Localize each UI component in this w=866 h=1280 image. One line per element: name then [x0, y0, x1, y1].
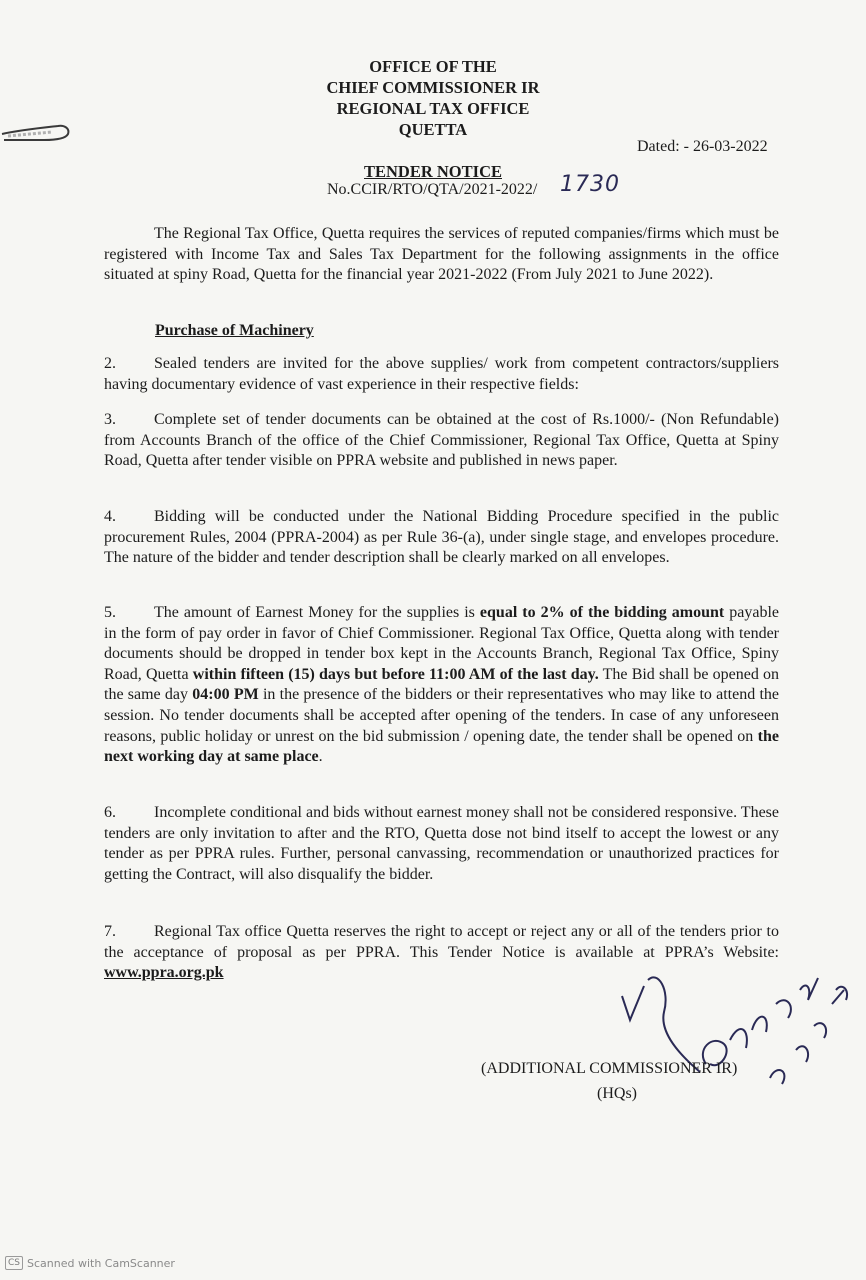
paragraph-number: 3. [104, 411, 116, 428]
header-line-4: QUETTA [398, 120, 468, 139]
signatory-title: (ADDITIONAL COMMISSIONER IR) [481, 1060, 738, 1077]
paragraph-2 [104, 354, 779, 395]
tender-notice-number: No.CCIR/RTO/QTA/2021-2022/ [327, 181, 538, 198]
paragraph-text: Sealed tenders are invited for the above supplies/ work from competent contractors/suppliers having documentary evidence of vast experience in their respective fields: [104, 355, 779, 393]
camscanner-logo-icon: CS [5, 1256, 23, 1270]
dated-label: Dated: - 26-03-2022 [637, 138, 768, 155]
earnest-money-amount: equal to 2% of the bidding amount [479, 604, 725, 621]
paragraph-number: 5. [104, 604, 116, 621]
paragraph-number: 2. [104, 355, 116, 372]
header-line-1: OFFICE OF THE [369, 57, 497, 76]
paragraph-text: Complete set of tender documents can be obtained at the cost of Rs.1000/- (Non Refundable) from Accounts Branch of the office of the Chief Commissioner, Regional Tax Office, Quetta at Spiny Road, Quetta after tender visible on PPRA website and published in news paper. [104, 411, 779, 470]
paragraph-text: . [318, 748, 323, 766]
paragraph-4 [104, 507, 779, 569]
intro-paragraph [104, 224, 779, 286]
paragraph-text: payable in the form of pay order in favor of Chief Commissioner. Regional Tax Office, Quetta along with tender documents should be dropped in tender box kept in the Accounts Branch, Regional Tax Office, Spiny Road, Quetta [104, 604, 780, 683]
paragraph-3 [104, 410, 779, 472]
paragraph-number: 7. [104, 923, 116, 940]
ppra-website-link[interactable]: www.ppra.org.pk [104, 964, 224, 982]
paragraph-text: in the presence of the bidders or their representatives who may like to attend the session. No tender documents shall be accepted after opening of the tenders. In case of any unforeseen reasons, public holiday or unrest on the bid submission / opening date, the tender shall be opened on [104, 686, 780, 745]
section-title: Purchase of Machinery [155, 322, 314, 339]
scanner-watermark-text: Scanned with CamScanner [27, 1256, 175, 1270]
paragraph-text: Incomplete conditional and bids without earnest money shall not be considered responsive. These tenders are only invitation to after and the RTO, Quetta dose not bind itself to accept the lowest or any tender as per PPRA rules. Further, personal canvassing, recommendation or unauthorized practices for getting the Contract, will also disqualify the bidder. [104, 804, 779, 883]
header-line-3: REGIONAL TAX OFFICE [336, 99, 530, 118]
submission-deadline: within fifteen (15) days but before 11:00 AM of the last day. [192, 665, 599, 683]
alternate-opening: the next working day at same place [104, 727, 779, 766]
paragraph-number: 4. [104, 508, 116, 525]
office-header [0, 56, 866, 140]
opening-time: 04:00 PM [192, 686, 259, 704]
paragraph-text: The amount of Earnest Money for the supplies is [154, 604, 480, 621]
header-line-2: CHIEF COMMISSIONER IR [326, 78, 540, 97]
paragraph-5 [104, 603, 779, 768]
paragraph-number: 6. [104, 804, 116, 821]
signatory-subtitle: (HQs) [597, 1085, 637, 1102]
handwritten-notice-number: 1730 [560, 172, 620, 197]
paragraph-text: The Bid shall be opened on the same day [104, 665, 780, 704]
paragraph-text: Regional Tax office Quetta reserves the right to accept or reject any or all of the tenders prior to the acceptance of proposal as per PPRA. This Tender Notice is available at PPRA’s Website: [104, 923, 779, 961]
intro-text: The Regional Tax Office, Quetta requires the services of reputed companies/firms which must be registered with Income Tax and Sales Tax Department for the following assignments in the office situated at spiny Road, Quetta for the financial year 2021-2022 (From July 2021 to June 2022). [104, 225, 779, 284]
paragraph-text: Bidding will be conducted under the National Bidding Procedure specified in the public procurement Rules, 2004 (PPRA-2004) as per Rule 36-(a), under single stage, and envelopes procedure. The nature of the bidder and tender description shall be clearly marked on all envelopes. [104, 508, 779, 567]
scanner-watermark [5, 1256, 175, 1270]
handwritten-signature-icon [600, 960, 860, 1100]
tender-notice-title: TENDER NOTICE [364, 162, 502, 181]
paragraph-6 [104, 803, 779, 885]
